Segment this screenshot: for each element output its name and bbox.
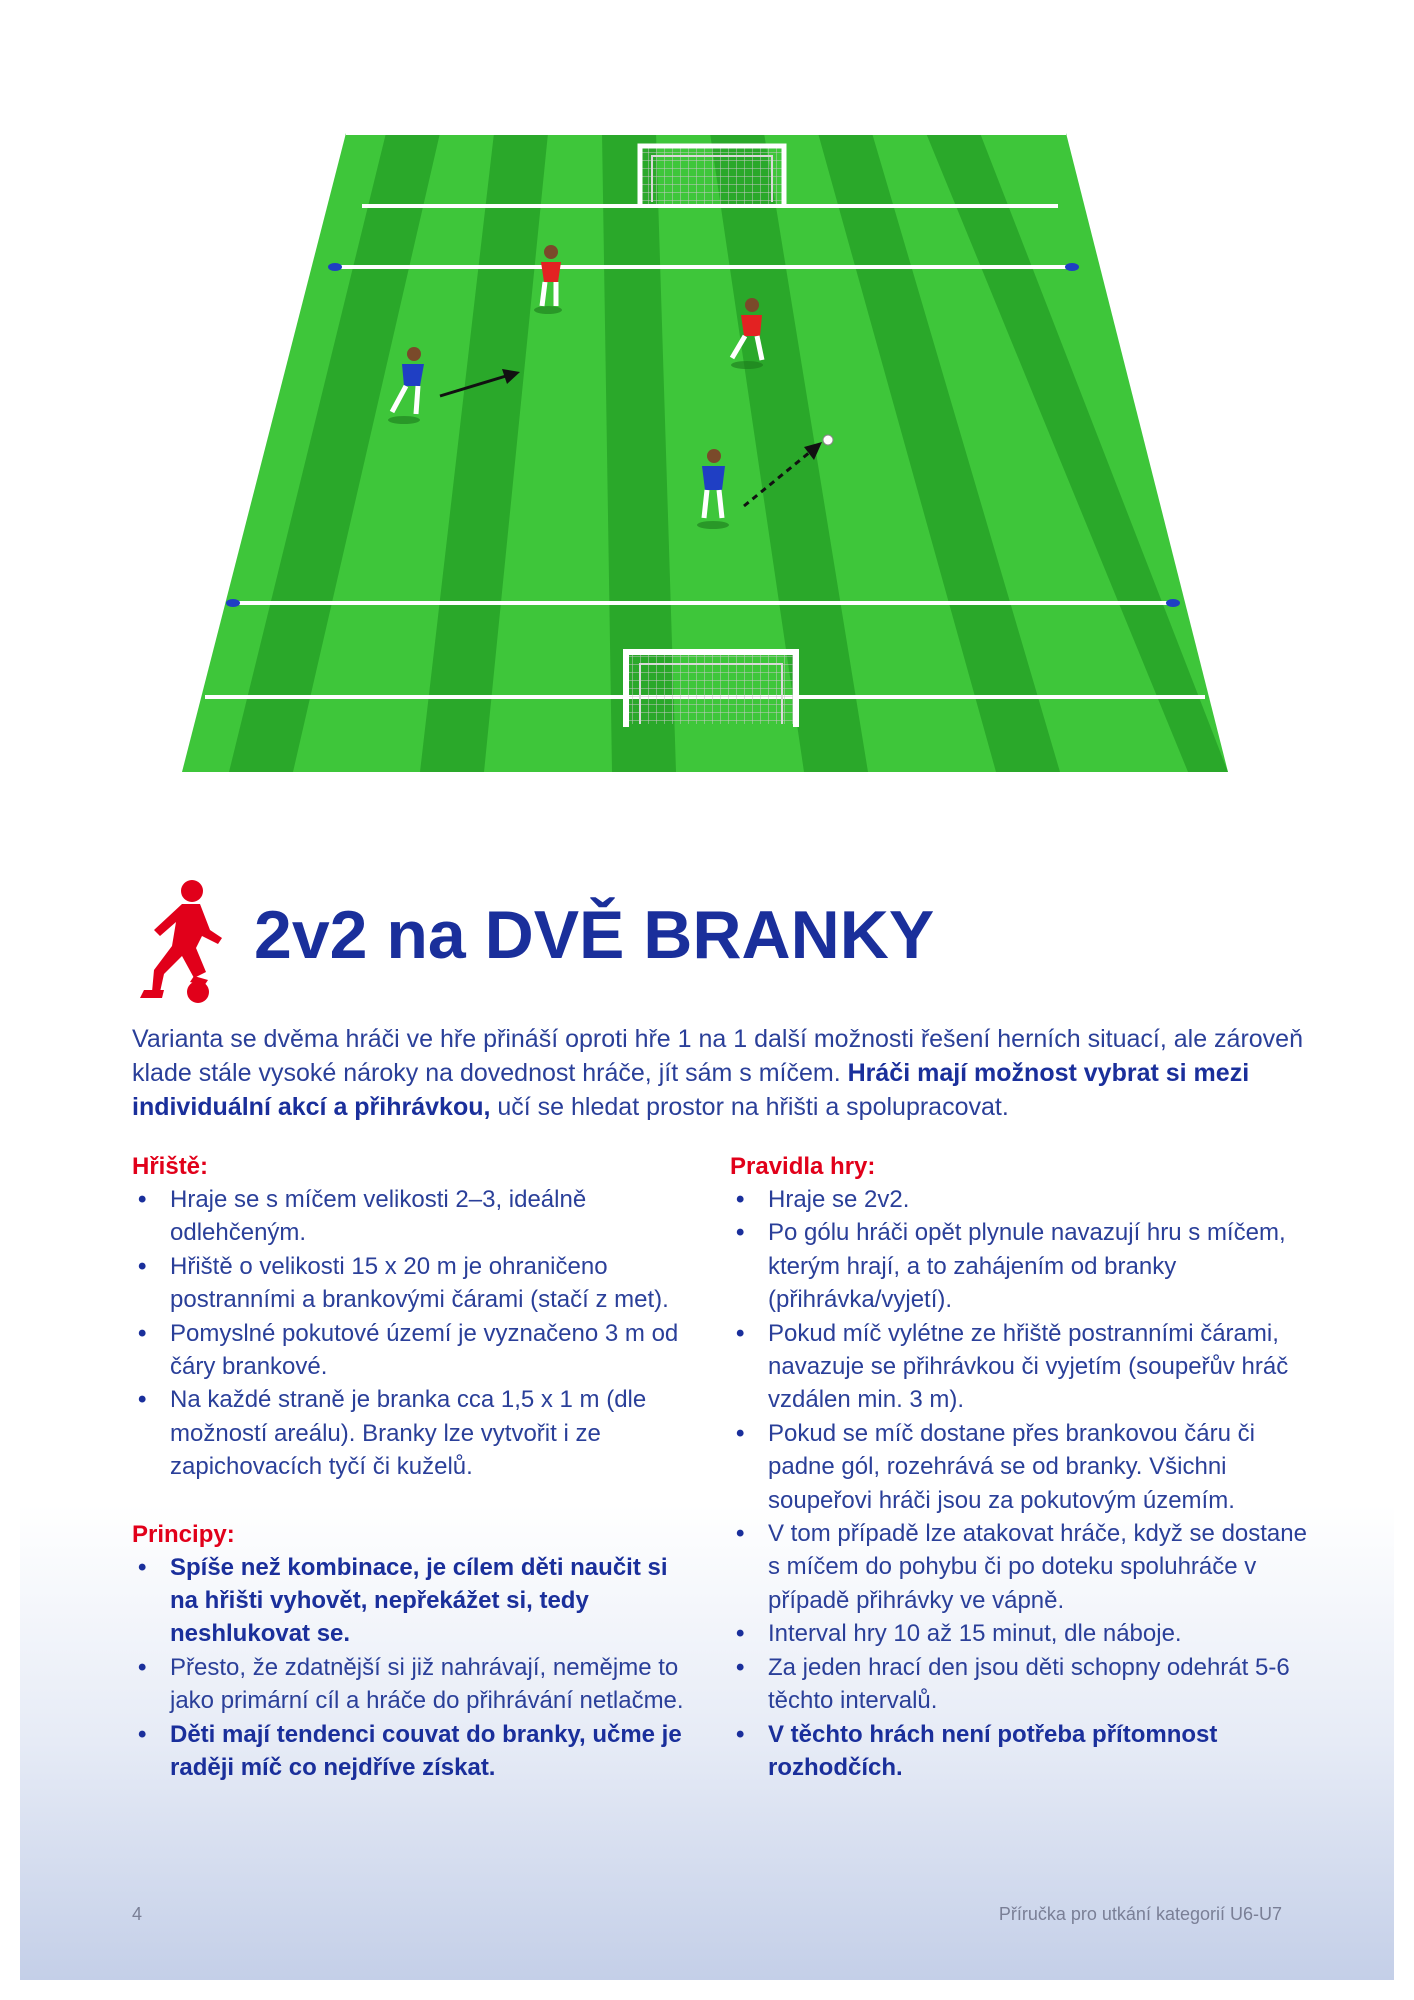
- page-number: 4: [132, 1904, 143, 1924]
- principy-item: • Přesto, že zdatnější si již nahrávají, nemějme to jako primární cíl a hráče do přihrávání netlačme.: [132, 1651, 692, 1718]
- pitch-diagram: [0, 0, 1414, 800]
- far-goal: [638, 146, 786, 204]
- pravidla-item: • Po gólu hráči opět plynule navazují hru s míčem, kterým hrají, a to zahájením od branky (přihrávka/vyjetí).: [730, 1216, 1320, 1316]
- intro-bold-text: Hráči mají možnost vybrat si mezi individuální akcí a přihrávkou,: [132, 1059, 1250, 1121]
- principy-item: • Děti mají tendenci couvat do branky, učme je raději míč co nejdříve získat.: [132, 1718, 692, 1785]
- principy-heading: Principy:: [132, 1520, 235, 1548]
- hriste-heading: Hřiště:: [132, 1153, 209, 1180]
- intro-text-2: učí se hledat prostor na hřišti a spolupracovat.: [490, 1093, 1009, 1121]
- pravidla-item: • Interval hry 10 až 15 minut, dle náboje.: [730, 1617, 1320, 1650]
- pravidla-item: • Hraje se 2v2.: [730, 1183, 1320, 1216]
- pravidla-item: • V těchto hrách není potřeba přítomnost rozhodčích.: [730, 1718, 1320, 1785]
- pravidla-item: • V tom případě lze atakovat hráče, když se dostane s míčem do pohybu či po doteku spoluhráče v případě přihrávky ve vápně.: [730, 1517, 1320, 1617]
- hriste-item: • Hraje se s míčem velikosti 2–3, ideálně odlehčeným.: [132, 1183, 692, 1250]
- pravidla-item: • Pokud se míč dostane přes brankovou čáru či padne gól, rozehrává se od branky. Všichni soupeřovi hráči jsou za pokutovým územím.: [730, 1417, 1320, 1517]
- hriste-item: • Na každé straně je branka cca 1,5 x 1 m (dle možností areálu). Branky lze vytvořit i ze zapichovacích tyčí či kuželů.: [132, 1383, 692, 1483]
- hriste-list: [132, 1183, 692, 1484]
- principy-item: • Spíše než kombinace, je cílem děti naučit si na hřišti vyhovět, nepřekážet si, tedy neshlukovat se.: [132, 1551, 692, 1651]
- pravidla-item: • Za jeden hrací den jsou děti schopny odehrát 5-6 těchto intervalů.: [730, 1651, 1320, 1718]
- pravidla-list: [730, 1183, 1320, 1784]
- intro-text-1: Varianta se dvěma hráči ve hře přináší oproti hře 1 na 1 další možnosti řešení herních situací, ale zároveň klade stále vysoké nároky na dovednost hráče, jít sám s míčem.: [132, 1025, 1303, 1087]
- principy-list: [132, 1551, 692, 1785]
- near-goal: [626, 652, 796, 727]
- intro-paragraph: [132, 1022, 1312, 1124]
- footballer-icon: [130, 878, 230, 1006]
- pravidla-heading: Pravidla hry:: [730, 1153, 876, 1180]
- hriste-item: • Pomyslné pokutové území je vyznačeno 3 m od čáry brankové.: [132, 1317, 692, 1384]
- pravidla-item: • Pokud míč vylétne ze hřiště postranními čárami, navazuje se přihrávkou či vyjetím (soupeřův hráč vzdálen min. 3 m).: [730, 1317, 1320, 1417]
- left-column: [132, 1150, 692, 1785]
- footer-title: Příručka pro utkání kategorií U6-U7: [998, 1904, 1282, 1924]
- page-title: 2v2 na DVĚ BRANKY: [254, 897, 935, 973]
- right-column: [730, 1150, 1320, 1784]
- hriste-item: • Hřiště o velikosti 15 x 20 m je ohraničeno postranními a brankovými čárami (stačí z met).: [132, 1250, 692, 1317]
- title-row: [130, 878, 1280, 1008]
